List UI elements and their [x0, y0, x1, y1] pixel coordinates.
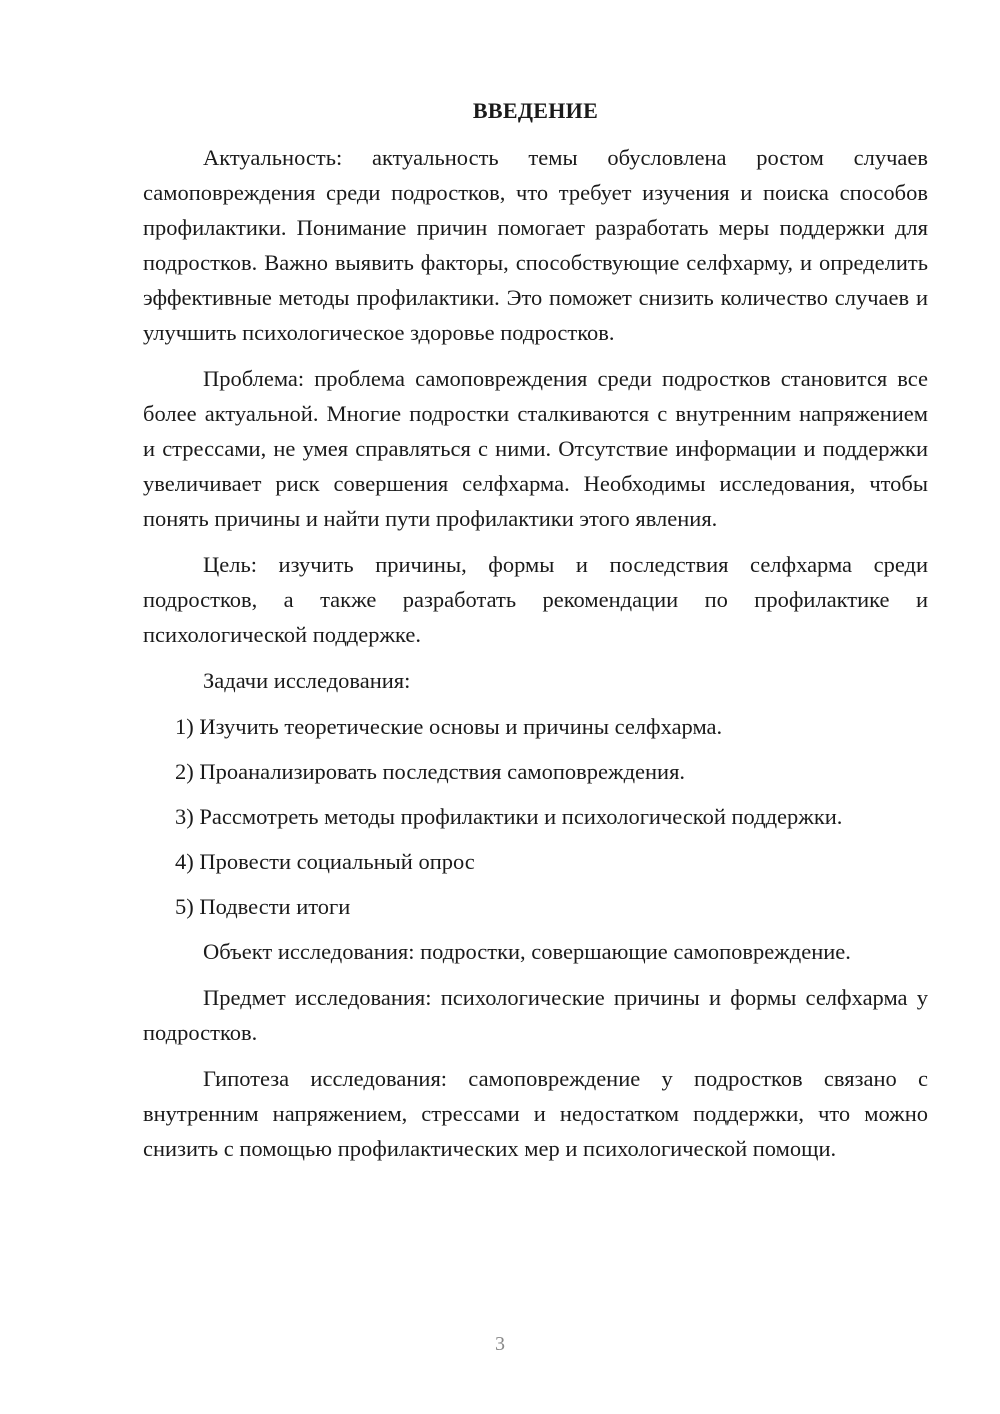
paragraph-relevance: Актуальность: актуальность темы обусловлена ростом случаев самоповреждения среди подростков, что требует изучения и поиска способов профилактики. Понимание причин помогает разработать меры поддержки для подростков. Важно выявить факторы, способствующие селфхарму, и определить эффективные методы профилактики. Это поможет снизить количество случаев и улучшить психологическое здоровье подростков.: [143, 145, 928, 345]
page-number: 3: [495, 1333, 505, 1355]
list-item: 2) Проанализировать последствия самоповреждения.: [175, 759, 686, 784]
list-item: 1) Изучить теоретические основы и причины селфхарма.: [175, 714, 723, 739]
tasks-list: [143, 709, 928, 924]
tasks-heading: Задачи исследования:: [203, 668, 411, 693]
paragraph-hypothesis: Гипотеза исследования: самоповреждение у подростков связано с внутренним напряжением, стрессами и недостатком поддержки, что можно снизить с помощью профилактических мер и психологической помощи.: [143, 1066, 928, 1161]
paragraph-goal: Цель: изучить причины, формы и последствия селфхарма среди подростков, а также разработать рекомендации по профилактике и психологической поддержке.: [143, 552, 928, 647]
paragraph-object: Объект исследования: подростки, совершающие самоповреждение.: [203, 939, 851, 964]
list-item: 5) Подвести итоги: [175, 894, 351, 919]
section-title: ВВЕДЕНИЕ: [472, 98, 599, 123]
list-item: 3) Рассмотреть методы профилактики и психологической поддержки.: [175, 804, 843, 829]
list-item: 4) Провести социальный опрос: [175, 849, 475, 874]
paragraph-subject: Предмет исследования: психологические причины и формы селфхарма у подростков.: [143, 985, 928, 1045]
paragraph-problem: Проблема: проблема самоповреждения среди подростков становится все более актуальной. Многие подростки сталкиваются с внутренним напряжением и стрессами, не умея справляться с ними. Отсутствие информации и поддержки увеличивает риск совершения селфхарма. Необходимы исследования, чтобы понять причины и найти пути профилактики этого явления.: [143, 366, 928, 531]
document-page: [143, 93, 928, 1177]
